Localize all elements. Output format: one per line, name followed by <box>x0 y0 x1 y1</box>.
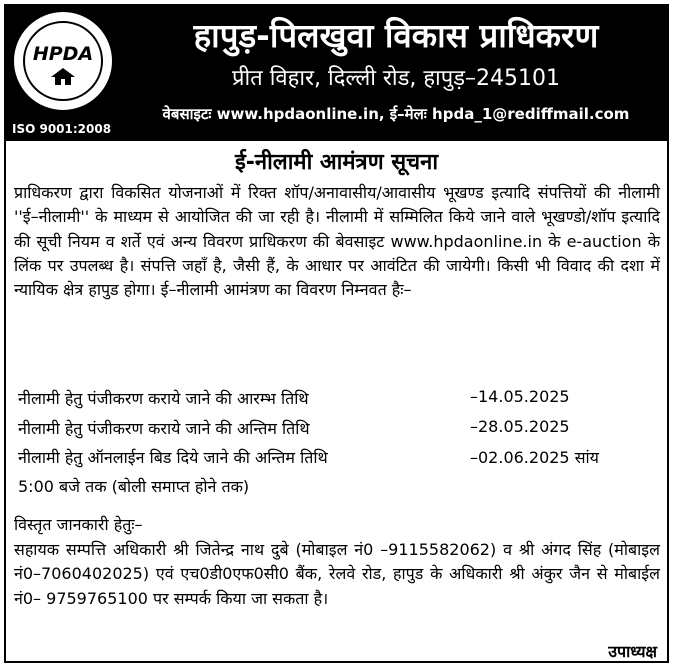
details-text: सहायक सम्पत्ति अधिकारी श्री जितेन्द्र नाथ दुबे (मोबाइल नं0 –9115582062) व श्री अंगद सिंह (मोबाइल नं0–7060402025) एवं एच0डी0एफ0सी0 बैंक, रेलवे रोड, हापुड के अधिकारी श्री अंकुर जैन से मोबाईल नं0– 9759765100 पर सम्पर्क किया जा सकता है। <box>14 539 660 608</box>
notice-paragraph: प्राधिकरण द्वारा विकसित योजनाओं में रिक्त शॉप/अनावासीय/आवासीय भूखण्ड इत्यादि संपत्तियों की नीलामी ''ई–नीलामी'' के माध्यम से आयोजित की जा रही है। नीलामी में सम्मिलित किये जाने वाले भूखण्डो/शॉप इत्यादि की सूची नियम व शर्ते एवं अन्य विवरण प्राधिकरण की बेवसाइट www.hpdaonline.in के e-auction के लिंक पर उपलब्ध है। संपत्ति जहाँ है, जैसी हैं, के आधार पर आवंटित की जायेगी। किसी भी विवाद की दशा में न्यायिक क्षेत्र हापुड होगा। ई–नीलामी आमंत्रण का विवरण निम्नवत हैः– <box>14 183 660 300</box>
details-heading: विस्तृत जानकारी हेतुः– <box>14 515 143 534</box>
organization-contact: वेबसाइटः www.hpdaonline.in, ई–मेलः hpda_1@rediffmail.com <box>162 105 630 123</box>
organization-address: प्रीत विहार, दिल्ली रोड, हापुड़–245101 <box>231 66 561 91</box>
iso-certification: ISO 9001:2008 <box>12 122 112 136</box>
schedule-label: 5:00 बजे तक (बोली समाप्त होने तक) <box>18 477 250 496</box>
notice-title: ई-नीलामी आमंत्रण सूचना <box>234 150 439 175</box>
schedule-date: –14.05.2025 <box>470 387 570 406</box>
notice-document <box>4 4 669 663</box>
details-section <box>14 513 660 611</box>
schedule-label: नीलामी हेतु पंजीकरण कराये जाने की आरम्भ तिथि <box>18 389 309 408</box>
organization-name: हापुड़-पिलखुवा विकास प्राधिकरण <box>193 16 599 55</box>
schedule-label: नीलामी हेतु पंजीकरण कराये जाने की अन्तिम तिथि <box>18 419 310 438</box>
logo-seal <box>14 12 112 110</box>
house-icon <box>50 67 76 85</box>
hpda-logo <box>10 12 118 116</box>
schedule-date: –28.05.2025 <box>470 417 570 436</box>
notice-header <box>6 6 667 141</box>
schedule-label: नीलामी हेतु ऑनलाईन बिड दिये जाने की अन्तिम तिथि <box>18 448 328 467</box>
signature: उपाध्यक्ष <box>608 642 657 661</box>
schedule-date: –02.06.2025 सांय <box>470 448 599 467</box>
logo-text: HPDA <box>32 43 94 65</box>
